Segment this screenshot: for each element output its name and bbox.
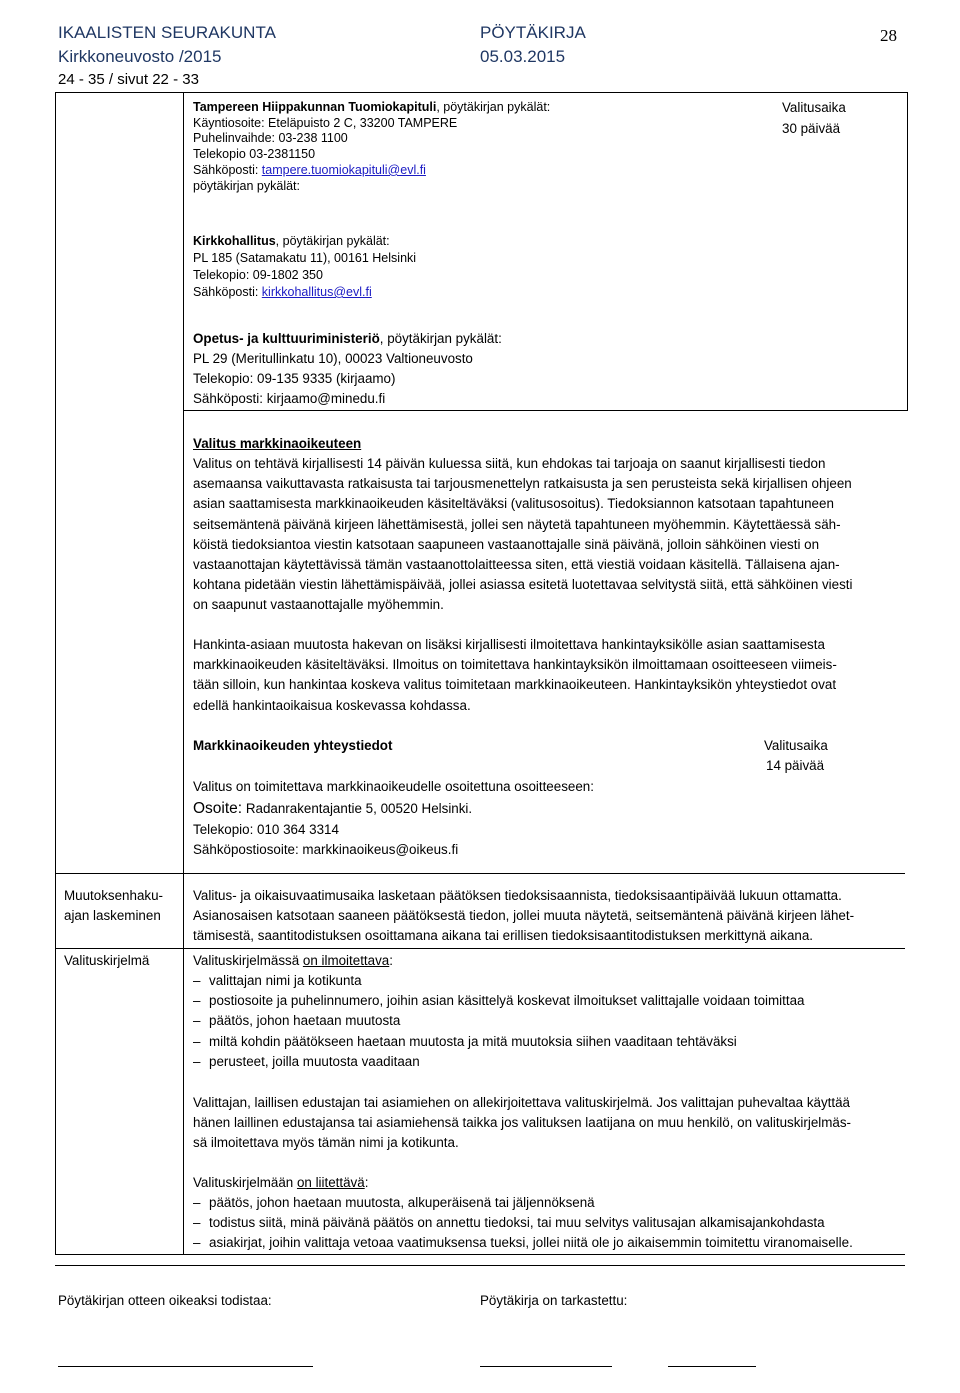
frame-bottom-line: [55, 1254, 905, 1255]
section-divider: [183, 410, 908, 411]
tuomiokapituli-name: Tampereen Hiippakunnan Tuomiokapituli: [193, 100, 437, 114]
tuomiokapituli-email-line: Sähköposti: tampere.tuomiokapituli@evl.fi: [193, 162, 426, 177]
markkinaoikeus-contact-title: Markkinaoikeuden yhteystiedot: [193, 738, 393, 753]
pages-label: / sivut 22 - 33: [108, 71, 199, 88]
kirkkohallitus-fax: Telekopio: 09-1802 350: [193, 268, 323, 282]
checked-label: Pöytäkirja on tarkastettu:: [480, 1293, 628, 1308]
valituskirjelma-intro: Valituskirjelmässä on ilmoitettava:: [193, 953, 393, 968]
signature-line-certify: [58, 1366, 313, 1367]
appeal-time-label: Valitusaika: [782, 100, 846, 115]
list-item: – todistus siitä, minä päivänä päätös on annettu tiedoksi, tai muu selvitys valitusajan alkamisajankohdasta: [193, 1215, 825, 1231]
markkinaoikeus-fax: Telekopio: 010 364 3314: [193, 822, 339, 837]
list-item: – postiosoite ja puhelinnumero, joihin asian käsittelyä koskevat ilmoitukset valittajalle voidaan toimittaa: [193, 993, 805, 1009]
org-name: IKAALISTEN SEURAKUNTA: [58, 23, 276, 42]
markkinaoikeus-intro: Valitus on toimitettava markkinaoikeudelle osoitettuna osoitteeseen:: [193, 779, 594, 794]
column-divider: [183, 92, 184, 1254]
okm-address: PL 29 (Meritullinkatu 10), 00023 Valtioneuvosto: [193, 351, 473, 366]
kirkkohallitus-email-link[interactable]: kirkkohallitus@evl.fi: [261, 285, 372, 299]
okm-name: Opetus- ja kulttuuriministeriö: [193, 331, 380, 346]
okm-email: Sähköposti: kirjaamo@minedu.fi: [193, 391, 386, 406]
markkinaoikeus-appeal-para2: Hankinta-asiaan muutosta hakevan on lisäksi kirjallisesti ilmoitettava hankintayksikölle asian saattamisesta markkinaoikeuden käsiteltäväksi. Ilmoitus on toimitettava hankintayksikön ilmoittamaan osoitteeseen viimeis- tään silloin, kun hankintaa koskeva valitus toimitetaan markkinaoikeuteen. Hankintayksikön yhteystiedot ovat edellä hankintaoikaisua koskevassa kohdassa.: [193, 637, 837, 713]
frame-left-line: [55, 92, 56, 1254]
attachments-intro: Valituskirjelmään on liitettävä:: [193, 1175, 369, 1190]
markkinaoikeus-address-line: [193, 798, 472, 820]
list-item: – miltä kohdin päätökseen haetaan muutosta ja mitä muutoksia siihen vaaditaan tehtäväksi: [193, 1033, 737, 1049]
valituskirjelma-label: Valituskirjelmä: [64, 953, 150, 968]
tuomiokapituli-address: Käyntiosoite: Eteläpuisto 2 C, 33200 TAMPERE: [193, 115, 458, 130]
signature-paragraph: Valittajan, laillisen edustajan tai asiamiehen on allekirjoitettava valituskirjelmä. Jos valittajan puhevaltaa käyttää hänen laillinen edustajansa tai asiamiehensä taikka jos valituksen laatijana on muu henkilö, on valituskirjelmäs- sä ilmoitettava myös tämän nimi ja kotikunta.: [193, 1095, 852, 1151]
kirkkohallitus-email-line: Sähköposti: kirkkohallitus@evl.fi: [193, 285, 372, 299]
tuomiokapituli-sections: pöytäkirjan pykälät:: [193, 178, 301, 193]
muutoksenhaku-text: Valitus- ja oikaisuvaatimusaika lasketaan päätöksen tiedoksisaannista, tiedoksisaantipäivää lukuun ottamatta. Asianosaisen katsotaan saaneen päätöksestä tiedon, jollei muuta näytetä, seitsemäntenä päivänä kirjeen lähet- tämisestä, saantitodistuksen osoittamana aikana tai erillisen tiedoksisaantitodistuksen merkittynä aikana.: [193, 888, 855, 944]
list-item: – valittajan nimi ja kotikunta: [193, 973, 362, 988]
markkinaoikeus-appeal-para1: Valitus on tehtävä kirjallisesti 14 päivän kuluessa siitä, kun ehdokas tai tarjoaja on saanut kirjallisesti tiedon asemaansa vaikuttavasta ratkaisusta tai tarjousmenettelyn ratkaisusta ja sen perusteista sekä kirjallisen ohjeen asian saattamisesta markkinaoikeuden käsiteltäväksi (valitusosoitus). Tiedoksiannon katsotaan tapahtuneen seitsemäntenä päivänä kirjeen lähettämisestä, jollei sen näytetä tapahtuneen myöhemmin. Käytettäessä säh- köistä tiedoksiantoa viestin katsotaan saapuneen vastaanottajalle sinä päivänä, jolloin sähköinen viesti on vastaanottajan käytettävissä tämän vastaanottolaitteessa siten, että viestiä voidaan käsitellä. Tällaisena ajan- kohtana pidetään viestin lähettämispäivää, jollei asiassa esitetä luotettavaa selvitystä siitä, että sähköinen viesti on saapunut vastaanottajalle myöhemmin.: [193, 456, 853, 613]
doc-type: PÖYTÄKIRJA: [480, 23, 586, 42]
certify-label: Pöytäkirjan otteen oikeaksi todistaa:: [58, 1293, 272, 1308]
row-divider-muutoksenhaku: [55, 873, 905, 874]
section-range: [58, 71, 199, 88]
tuomiokapituli-fax: Telekopio 03-2381150: [193, 147, 316, 162]
kirkkohallitus-name: Kirkkohallitus: [193, 234, 276, 248]
markkinaoikeus-appeal-days: 14 päivää: [766, 758, 825, 773]
markkinaoikeus-appeal-label: Valitusaika: [764, 738, 828, 753]
sections: 24 - 35: [58, 71, 105, 88]
meeting-date: 05.03.2015: [480, 47, 566, 66]
tuomiokapituli-email-link[interactable]: tampere.tuomiokapituli@evl.fi: [261, 162, 426, 177]
signature-line-checker-2: [668, 1366, 756, 1367]
address-value: Radanrakentajantie 5, 00520 Helsinki.: [242, 801, 473, 816]
list-item: – päätös, johon haetaan muutosta, alkuperäisenä tai jäljennöksenä: [193, 1195, 595, 1210]
frame-right-line: [907, 92, 908, 410]
markkinaoikeus-appeal-title: Valitus markkinaoikeuteen: [193, 436, 362, 451]
kirkkohallitus-address: PL 185 (Satamakatu 11), 00161 Helsinki: [193, 251, 417, 265]
list-item: – asiakirjat, joihin valittaja vetoaa vaatimuksensa tueksi, jollei niitä ole jo aikaisemmin toimitettu viranomaiselle.: [193, 1235, 853, 1251]
kirkkohallitus-heading: Kirkkohallitus, pöytäkirjan pykälät:: [193, 234, 390, 248]
list-item: – perusteet, joilla muutosta vaaditaan: [193, 1053, 420, 1069]
tuomiokapituli-phone: Puhelinvaihde: 03-238 1100: [193, 131, 348, 146]
tuomiokapituli-heading: Tampereen Hiippakunnan Tuomiokapituli, pöytäkirjan pykälät:: [193, 100, 551, 114]
row-divider-valituskirjelma: [55, 948, 905, 949]
appeal-time-days: 30 päivää: [782, 121, 841, 136]
attachments-list: [193, 1193, 853, 1254]
page-number: 28: [880, 26, 897, 45]
footer-top-line: [55, 1265, 905, 1266]
muutoksenhaku-label: Muutoksenhaku- ajan laskeminen: [64, 888, 163, 924]
required-list: [193, 971, 805, 1072]
markkinaoikeus-email: Sähköpostiosoite: markkinaoikeus@oikeus.fi: [193, 842, 459, 857]
meeting-body: Kirkkoneuvosto /2015: [58, 47, 222, 66]
list-item: – päätös, johon haetaan muutosta: [193, 1013, 401, 1029]
okm-heading: Opetus- ja kulttuuriministeriö, pöytäkirjan pykälät:: [193, 331, 502, 346]
signature-line-checker-1: [480, 1366, 612, 1367]
okm-fax: Telekopio: 09-135 9335 (kirjaamo): [193, 371, 396, 386]
address-label: Osoite:: [193, 800, 243, 817]
